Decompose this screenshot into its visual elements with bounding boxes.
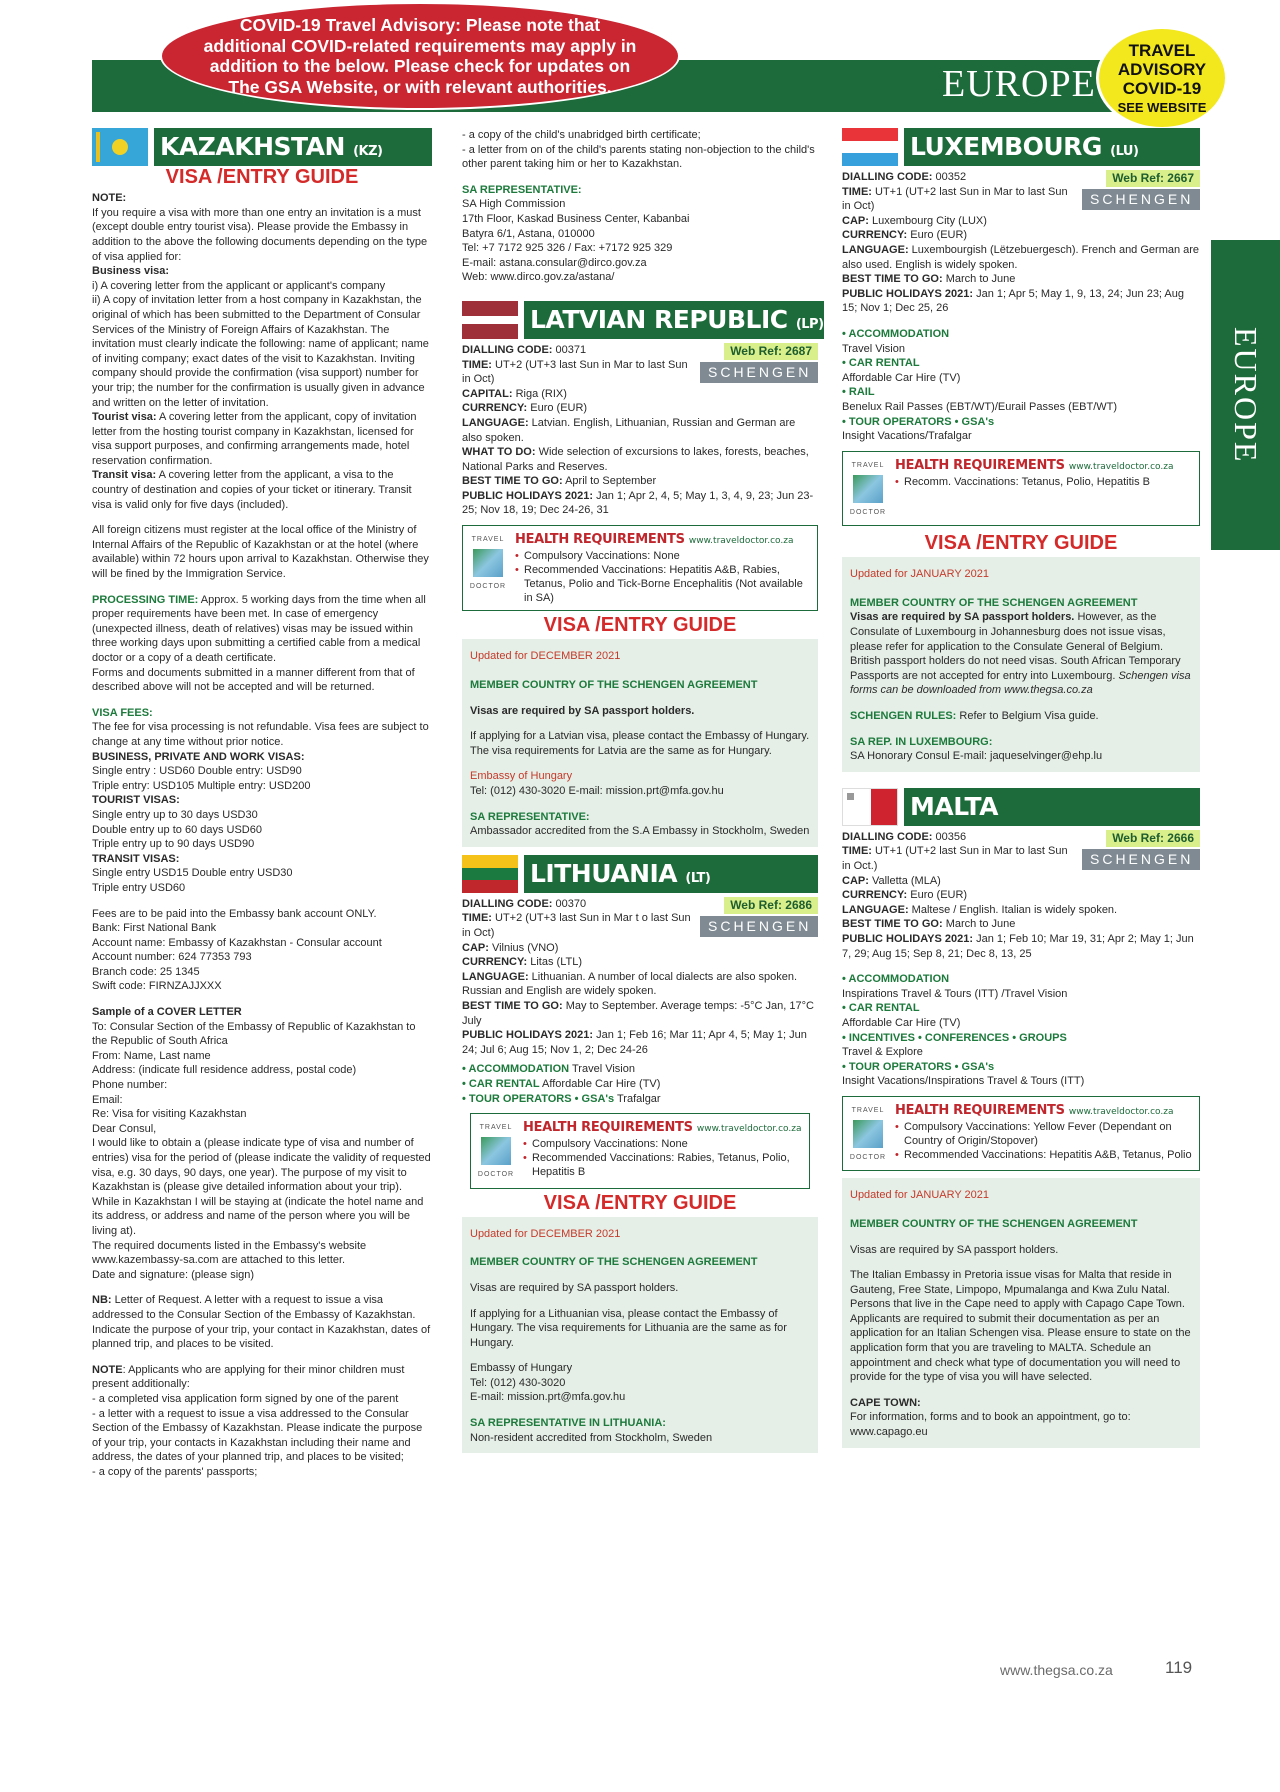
fee-line: Single entry USD15 Double entry USD30 [92, 867, 293, 880]
public-holidays: Jan 1; Apr 2, 4, 5; May 1, 3, 4, 9, 23; Jun 23-25; Nov 18, 19; Dec 24-26, 31 [462, 489, 814, 517]
fact-label: PUBLIC HOLIDAYS 2021: [842, 287, 974, 300]
updated-note: Updated for JANUARY 2021 [850, 1189, 990, 1202]
health-url[interactable]: www.traveldoctor.co.za [1068, 461, 1174, 472]
latvia-facts [462, 343, 818, 387]
sa-representative-label: SA REPRESENTATIVE: [470, 810, 590, 823]
health-item: • Recomm. Vaccinations: Tetanus, Polio, Hepatitis B [895, 475, 1173, 489]
service-value: Insight Vacations/Inspirations Travel & Tours (ITT) [842, 1075, 1085, 1088]
fact-label: TIME: [462, 912, 492, 925]
service-value: Trafalgar [616, 1092, 661, 1105]
country-header-lithuania [462, 855, 818, 893]
cover-letter-line: Dear Consul, [92, 1122, 157, 1135]
tourist-visa-label: Tourist visa: [92, 411, 157, 424]
service-label: • ACCOMMODATION [842, 327, 950, 340]
health-requirements-box [462, 525, 818, 611]
cover-letter-line: Date and signature: (please sign) [92, 1268, 255, 1281]
fact-label: DIALLING CODE: [842, 830, 933, 843]
tourist-visa-text: A covering letter from the applicant, copy of invitation letter from the hosting tourist company in Kazakhstan, licensed for visa support purposes, and confirming arrangements made, hotel reservation confirmation. [92, 411, 417, 467]
time-zone: UT+1 (UT+2 last Sun in Mar to last Sun in Oct) [842, 185, 1068, 213]
region-title: EUROPE [942, 63, 1096, 105]
visa-guide-heading: VISA /ENTRY GUIDE [924, 532, 1118, 555]
fact-label: BEST TIME TO GO: [462, 999, 563, 1012]
latvia-facts-more [462, 387, 818, 518]
sa-representative-text: SA Honorary Consul E-mail: jaqueselvinger@ehp.lu [850, 750, 1103, 763]
business-visa-label: Business visa: [92, 265, 170, 278]
luxembourg-visa-box [842, 557, 1200, 772]
best-time: March to June [945, 273, 1016, 286]
country-header-luxembourg [842, 128, 1200, 166]
schengen-forms-note: Schengen visa forms can be downloaded from www.thegsa.co.za [850, 669, 1191, 697]
web-ref-badge[interactable]: Web Ref: 2667 [1106, 170, 1200, 187]
service-value: Travel Vision [571, 1063, 635, 1076]
business-visa-item: i) A covering letter from the applicant or applicant's company [92, 279, 386, 292]
fact-label: LANGUAGE: [462, 970, 529, 983]
sa-representative-web[interactable]: Web: www.dirco.gov.za/astana/ [462, 271, 615, 284]
public-holidays: Jan 1; Feb 16; Mar 11; Apr 4, 5; May 1; Jun 24; Jul 6; Aug 15; Nov 1, 2; Dec 24-26 [462, 1029, 807, 1056]
cover-letter-line: To: Consular Section of the Embassy of Republic of Kazakhstan to the Republic of South Africa [92, 1020, 416, 1048]
service-label: • TOUR OPERATORS • GSA's [842, 1060, 995, 1073]
service-label: • CAR RENTAL [842, 357, 920, 370]
best-time: May to September. Average temps: -5°C Jan, 17°C July [462, 999, 814, 1027]
bank-detail: Swift code: FIRNZAJJXXX [92, 980, 222, 993]
country-title [904, 128, 1200, 166]
schengen-member-label: MEMBER COUNTRY OF THE SCHENGEN AGREEMENT [850, 1217, 1138, 1230]
fee-line: Double entry up to 60 days USD60 [92, 823, 262, 836]
fact-label: CURRENCY: [462, 956, 528, 969]
fact-label: LANGUAGE: [842, 903, 909, 916]
service-value: Travel Vision [842, 342, 905, 355]
kazakhstan-visa-text [92, 191, 432, 1479]
malta-visa-box [842, 1178, 1200, 1447]
dialling-code: 00356 [935, 830, 967, 843]
fee-line: Triple entry USD60 [92, 881, 186, 894]
schengen-badge: SCHENGEN [700, 916, 818, 937]
fact-label: DIALLING CODE: [842, 171, 933, 183]
lithuania-facts-more [462, 941, 818, 1107]
fact-label: CAP: [842, 874, 869, 887]
fee-line: Triple entry: USD105 Multiple entry: USD200 [92, 779, 311, 792]
luxembourg-flag-icon [842, 128, 898, 166]
embassy-contact: E-mail: mission.prt@mfa.gov.hu [470, 1391, 626, 1404]
time-zone: UT+2 (UT+3 last Sun in Mar to last Sun in Oct) [462, 358, 688, 386]
health-item: • Compulsory Vaccinations: Yellow Fever (Dependant on Country of Origin/Stopover) [895, 1120, 1193, 1148]
language: Luxembourgish (Lëtzebuergesch). French and German are also used. English is widely spoken. [842, 243, 1200, 271]
badge-line-1: TRAVEL [1128, 41, 1196, 60]
fact-label: CURRENCY: [842, 889, 908, 902]
luxembourg-facts-more [842, 214, 1200, 444]
sa-representative-line: Batyra 6/1, Astana, 010000 [462, 227, 595, 240]
schengen-badge: SCHENGEN [1082, 189, 1200, 210]
service-value: Affordable Car Hire (TV) [842, 371, 961, 384]
country-name: LUXEMBOURG [910, 132, 1102, 161]
schengen-badge: SCHENGEN [700, 362, 818, 383]
column-kazakhstan [92, 128, 432, 1479]
cover-letter-line: Phone number: [92, 1079, 168, 1092]
country-title [904, 788, 1200, 826]
lithuania-facts [462, 897, 818, 941]
health-title: HEALTH REQUIREMENTS [895, 1102, 1065, 1118]
note-label: NOTE: [92, 192, 127, 205]
country-name: KAZAKHSTAN [160, 132, 345, 161]
fee-group-label: TOURIST VISAS: [92, 794, 180, 807]
health-title: HEALTH REQUIREMENTS [895, 457, 1065, 473]
nb-label: NB: [92, 1294, 112, 1307]
dialling-code: 00370 [555, 897, 587, 910]
malta-flag-icon [842, 788, 898, 826]
health-item: • Recommended Vaccinations: Hepatitis A&B, Tetanus, Polio [895, 1148, 1193, 1162]
currency: Euro (EUR) [530, 402, 588, 415]
health-url[interactable]: www.traveldoctor.co.za [1068, 1106, 1174, 1117]
visa-required-text: Visas are required by SA passport holders. [850, 611, 1075, 624]
sa-representative-text: Non-resident accredited from Stockholm, Sweden [470, 1431, 713, 1444]
column-baltics [462, 128, 824, 1453]
health-title: HEALTH REQUIREMENTS [515, 532, 685, 548]
apply-text: If applying for a Latvian visa, please contact the Embassy of Hungary. The visa requirements for Latvia are the same as for Hungary. [470, 730, 810, 757]
transit-visa-label: Transit visa: [92, 469, 157, 482]
travel-doctor-logo-icon: TRAVEL DOCTOR [477, 1124, 515, 1179]
bank-detail: Branch code: 25 1345 [92, 965, 200, 978]
fact-label: CAP: [842, 214, 869, 227]
luxembourg-facts [842, 170, 1200, 214]
latvia-flag-icon [462, 301, 518, 339]
health-url[interactable]: www.traveldoctor.co.za [688, 536, 794, 547]
service-label: • CAR RENTAL [462, 1077, 540, 1090]
fact-label: DIALLING CODE: [462, 343, 553, 356]
visa-body-text: The Italian Embassy in Pretoria issue visas for Malta that reside in Gauteng, Free State, Limpopo, Mpumalanga and Kwa Zulu Natal. Persons that live in the Cape need to apply with Capago Cape Town. [850, 1269, 1185, 1311]
schengen-badge: SCHENGEN [1082, 849, 1200, 870]
cover-letter-line: From: Name, Last name [92, 1049, 211, 1062]
country-code: (LU) [1110, 144, 1139, 159]
bank-detail: Fees are to be paid into the Embassy bank account ONLY. [92, 907, 377, 920]
currency: Euro (EUR) [910, 889, 968, 902]
fee-group-label: TRANSIT VISAS: [92, 852, 180, 865]
kazakhstan-flag-icon [92, 128, 148, 166]
malta-facts [842, 830, 1200, 874]
web-ref-badge[interactable]: Web Ref: 2687 [724, 343, 818, 360]
cape-town-label: CAPE TOWN: [850, 1396, 921, 1409]
travel-doctor-logo-icon: TRAVEL DOCTOR [849, 461, 887, 516]
note-label: NOTE [92, 1363, 123, 1376]
visa-fees-label: VISA FEES: [92, 706, 153, 719]
language: Latvian. English, Lithuanian, Russian and German are also spoken. [462, 416, 796, 444]
fee-line: Triple entry up to 90 days USD90 [92, 838, 255, 851]
minor-requirement: - a copy of the child's unabridged birth certificate; [462, 129, 701, 141]
country-title [524, 301, 824, 339]
bank-detail: Account number: 624 77353 793 [92, 951, 252, 964]
country-title [154, 128, 432, 166]
best-time: March to June [945, 918, 1016, 931]
sa-representative-line: SA High Commission [462, 198, 566, 211]
health-requirements-box [842, 1096, 1200, 1171]
country-code: (LT) [685, 870, 711, 886]
visa-required-text: Visas are required by SA passport holders. [850, 1243, 1059, 1256]
sa-representative-line: 17th Floor, Kaskad Business Center, Kabanbai [462, 212, 690, 225]
fact-label: TIME: [842, 185, 872, 198]
country-code: (KZ) [353, 144, 383, 159]
cover-letter-line: The required documents listed in the Embassy's website www.kazembassy-sa.com are attached to this letter. [92, 1239, 367, 1267]
service-label: • TOUR OPERATORS • GSA's [842, 415, 995, 428]
covid-advisory-text: COVID-19 Travel Advisory: Please note that additional COVID-related requirements may apply in addition to the below. Please check for updates on The GSA Website, or with relevant authorities. [203, 15, 637, 97]
fee-group-label: BUSINESS, PRIVATE AND WORK VISAS: [92, 750, 305, 763]
malta-facts-more [842, 874, 1200, 1089]
capital: Vilnius (VNO) [491, 941, 559, 954]
country-name: LATVIAN REPUBLIC [530, 304, 788, 334]
language: Lithuanian. A number of local dialects are also spoken. Russian and English are widely spoken. [462, 970, 798, 998]
visa-required-text: Visas are required by SA passport holders. [470, 1281, 679, 1294]
public-holidays: Jan 1; Feb 10; Mar 19, 31; Apr 2; May 1; Jun 7, 29; Aug 15; Sep 8, 21; Dec 8, 13, 25 [842, 932, 1194, 960]
country-header-kazakhstan [92, 128, 432, 166]
service-value: Affordable Car Hire (TV) [542, 1077, 661, 1090]
time-zone: UT+2 (UT+3 last Sun in Mar t o last Sun in Oct) [462, 912, 691, 939]
embassy-name: Embassy of Hungary [470, 1362, 573, 1375]
processing-time-label: PROCESSING TIME: [92, 593, 199, 606]
visa-required-text: Visas are required by SA passport holders. [470, 704, 695, 717]
country-name: MALTA [910, 791, 998, 821]
processing-time-text: Approx. 5 working days from the time when all proper requirements have been met. In case of emergency (unexpected illness, death of relatives) visas may be issued within three working days upon submitting a certified cable from a medical doctor or a copy of a death certificate. [92, 593, 426, 665]
visa-guide-heading: VISA /ENTRY GUIDE [165, 166, 359, 188]
fact-label: BEST TIME TO GO: [462, 475, 563, 488]
latvia-visa-box [462, 639, 818, 846]
fact-label: BEST TIME TO GO: [842, 273, 943, 286]
travel-advisory-badge[interactable] [1096, 26, 1228, 130]
updated-note: Updated for DECEMBER 2021 [470, 650, 621, 663]
health-title: HEALTH REQUIREMENTS [523, 1120, 693, 1136]
fact-label: WHAT TO DO: [462, 446, 536, 459]
service-label: • RAIL [842, 386, 875, 399]
capital: Luxembourg City (LUX) [871, 214, 987, 227]
schengen-member-label: MEMBER COUNTRY OF THE SCHENGEN AGREEMENT [850, 596, 1138, 609]
minor-note-text: : Applicants who are applying for their minor children must present additionally: [92, 1363, 405, 1391]
service-label: • TOUR OPERATORS • GSA's [462, 1092, 615, 1105]
minor-requirement: - a completed visa application form signed by one of the parent [92, 1392, 399, 1405]
bank-detail: Bank: First National Bank [92, 922, 217, 935]
health-item: • Recommended Vaccinations: Rabies, Tetanus, Polio, Hepatitis B [523, 1151, 803, 1179]
nb-text: Letter of Request. A letter with a request to issue a visa addressed to the Consular Section of the Embassy of Kazakhstan. Indicate the purpose of your trip, your contact in Kazakhstan, dates of planned trip, and places to be visited. [92, 1294, 431, 1351]
travel-doctor-logo-icon: TRAVEL DOCTOR [849, 1106, 887, 1162]
health-item: • Recommended Vaccinations: Hepatitis A&B, Rabies, Tetanus, Polio and Tick-Borne Encephalitis (Not available in SA) [515, 563, 811, 605]
service-value: Benelux Rail Passes (EBT/WT)/Eurail Passes (EBT/WT) [842, 400, 1118, 413]
dialling-code: 00371 [555, 343, 587, 356]
currency: Euro (EUR) [910, 229, 968, 242]
health-requirements-box [842, 451, 1200, 526]
health-url[interactable]: www.traveldoctor.co.za [696, 1124, 802, 1135]
service-value: Insight Vacations/Trafalgar [842, 430, 972, 443]
sa-representative-email[interactable]: E-mail: astana.consular@dirco.gov.za [462, 256, 647, 269]
lithuania-flag-icon [462, 855, 518, 893]
cover-letter-line: Re: Visa for visiting Kazakhstan [92, 1108, 247, 1121]
fee-line: Single entry : USD60 Double entry: USD90 [92, 765, 302, 778]
service-label: • ACCOMMODATION [462, 1063, 570, 1076]
page-number: 119 [1165, 1658, 1193, 1677]
cover-letter-line: Address: (indicate full residence address, postal code) [92, 1064, 357, 1077]
dialling-code: 00352 [935, 171, 967, 183]
fact-label: CAPITAL: [462, 387, 513, 400]
fee-line: Single entry up to 30 days USD30 [92, 808, 258, 821]
service-label: • CAR RENTAL [842, 1002, 920, 1015]
side-tab-label: EUROPE [1228, 326, 1264, 464]
minor-requirement: - a letter with a request to issue a visa addressed to the Consular Section of the Embassy of Kazakhstan. Please indicate the purpose of your trip, your contacts in Kazakhstan including their name and address, the dates of your planned trip, and places to be visited; [92, 1407, 423, 1464]
time-zone: UT+1 (UT+2 last Sun in Mar to last Sun in Oct.) [842, 845, 1068, 873]
minor-requirement: - a copy of the parents' passports; [92, 1465, 258, 1478]
capital: Riga (RIX) [515, 387, 567, 400]
schengen-member-label: MEMBER COUNTRY OF THE SCHENGEN AGREEMENT [470, 1256, 758, 1269]
fact-label: LANGUAGE: [842, 243, 909, 256]
forms-text: Forms and documents submitted in a manner different from that of described above will not be accepted and will be returned. [92, 666, 415, 694]
sa-representative-label: SA REP. IN LUXEMBOURG: [850, 735, 993, 748]
note-text: If you require a visa with more than one entry an invitation is a must (except double entry tourist visa). Please provide the Embassy in addition to the above the following documents depending on the type of visa applied for: [92, 206, 428, 263]
service-value: Inspirations Travel & Tours (ITT) /Travel Vision [842, 987, 1068, 1000]
web-ref-badge[interactable]: Web Ref: 2666 [1106, 830, 1200, 847]
schengen-rules-label: SCHENGEN RULES: [850, 710, 957, 723]
footer-website[interactable]: www.thegsa.co.za [1000, 1662, 1113, 1678]
country-code: (LP) [795, 316, 824, 332]
updated-note: Updated for JANUARY 2021 [850, 568, 990, 581]
country-name: LITHUANIA [530, 858, 678, 888]
public-holidays: Jan 1; Apr 5; May 1, 9, 13, 24; Jun 23; Aug 15; Nov 1; Dec 25, 26 [842, 287, 1185, 315]
embassy-contact: Tel: (012) 430-3020 E-mail: mission.prt@mfa.gov.hu [470, 785, 724, 798]
health-item: • Compulsory Vaccinations: None [523, 1137, 803, 1151]
embassy-contact: Tel: (012) 430-3020 [470, 1376, 566, 1389]
fact-label: CAP: [462, 941, 489, 954]
embassy-name: Embassy of Hungary [470, 770, 573, 783]
country-title [524, 855, 818, 893]
registration-text: All foreign citizens must register at the local office of the Ministry of Internal Affairs of the Republic of Kazakhstan or at the hotel (where available) within 72 hours upon arrival to Kazakhstan. Otherwise they will be fined by the Immigration Service. [92, 524, 429, 581]
bank-detail: Account name: Embassy of Kazakhstan - Consular account [92, 936, 382, 949]
travel-doctor-logo-icon: TRAVEL DOCTOR [469, 536, 507, 591]
minor-requirement: - a letter from on of the child's parents stating non-objection to the child's other parent taking him or her to Kazakhstan. [462, 143, 815, 171]
region-side-tab [1211, 240, 1280, 550]
language: Maltese / English. Italian is widely spoken. [911, 903, 1118, 916]
sa-representative-text: Ambassador accredited from the S.A Embassy in Stockholm, Sweden [470, 825, 810, 838]
cape-town-text: For information, forms and to book an appointment, go to: www.capago.eu [850, 1411, 1131, 1439]
fact-label: PUBLIC HOLIDAYS 2021: [462, 489, 594, 502]
fact-label: PUBLIC HOLIDAYS 2021: [842, 932, 974, 945]
column-lux-malta [842, 128, 1200, 1448]
lithuania-visa-box [462, 1217, 818, 1454]
visa-fees-text: The fee for visa processing is not refundable. Visa fees are subject to change at any time without prior notice. [92, 721, 429, 748]
sa-representative-label: SA REPRESENTATIVE: [462, 183, 582, 196]
service-label: • INCENTIVES • CONFERENCES • GROUPS [842, 1031, 1067, 1044]
schengen-member-label: MEMBER COUNTRY OF THE SCHENGEN AGREEMENT [470, 679, 758, 692]
badge-line-4: SEE WEBSITE [1117, 100, 1207, 115]
fact-label: TIME: [842, 845, 872, 858]
service-value: Affordable Car Hire (TV) [842, 1016, 961, 1029]
fact-label: CURRENCY: [842, 229, 908, 242]
best-time: April to September [565, 475, 657, 488]
badge-line-2: ADVISORY [1117, 60, 1207, 79]
covid-advisory-banner[interactable] [160, 2, 680, 110]
currency: Litas (LTL) [530, 956, 583, 969]
fact-label: DIALLING CODE: [462, 897, 553, 910]
cover-letter-label: Sample of a COVER LETTER [92, 1006, 242, 1019]
sa-representative-label: SA REPRESENTATIVE IN LITHUANIA: [470, 1417, 666, 1430]
visa-guide-heading: VISA /ENTRY GUIDE [543, 1191, 737, 1214]
visa-guide-heading: VISA /ENTRY GUIDE [543, 614, 737, 637]
cover-letter-line: Email: [92, 1093, 123, 1106]
fact-label: PUBLIC HOLIDAYS 2021: [462, 1029, 594, 1042]
fact-label: LANGUAGE: [462, 416, 529, 429]
visa-body-text: Applicants are required to submit their documentation as per an application for an Italian Schengen visa. Please ensure to state on the application form that you are traveling to MALTA. Schedule an appointment and check what type of documentation you will need to provide for the type of visa you will have selected. [850, 1312, 1191, 1384]
health-requirements-box [470, 1113, 810, 1188]
apply-text: If applying for a Lithuanian visa, please contact the Embassy of Hungary. The visa requirements for Lithuania are the same as for Hungary. [470, 1307, 787, 1349]
badge-line-3: COVID-19 [1122, 79, 1202, 98]
transit-visa-text: A covering letter from the applicant, a visa to the country of destination and copies of your ticket or itinerary. Transit visa is valid only for five days (included). [92, 469, 412, 511]
web-ref-badge[interactable]: Web Ref: 2686 [724, 897, 818, 914]
health-item: • Compulsory Vaccinations: None [515, 549, 811, 563]
sa-representative-line: Tel: +7 7172 925 326 / Fax: +7172 925 329 [462, 242, 673, 255]
country-header-malta [842, 788, 1200, 826]
kazakhstan-continued [462, 128, 818, 285]
what-to-do: Wide selection of excursions to lakes, forests, beaches, National Parks and Reserves. [462, 446, 809, 473]
updated-note: Updated for DECEMBER 2021 [470, 1227, 621, 1240]
visa-required-detail: However, as the Consulate of Luxembourg in Johannesburg does not issue visas, please refer for application to the Consulate General of Belgium. British passport holders do not need visas. South African Temporary Passports are not accepted for entry into Luxembourg. [850, 611, 1181, 682]
schengen-rules-text: Refer to Belgium Visa guide. [959, 710, 1099, 723]
business-visa-item: ii) A copy of invitation letter from a host company in Kazakhstan, the original of which has been submitted to the Department of Consular Services of the Ministry of Foreign Affairs of Kazakhstan. The invitation must clearly indicate the following: name of applicant; name of inviting company; exact dates of the visit to Kazakhstan. Inviting company should provide the confirmation (visa support) number for your trip; the number for the confirmation is usually given in advance and written on the letter of invitation. [92, 294, 429, 409]
fact-label: TIME: [462, 358, 492, 371]
country-header-latvia [462, 301, 824, 339]
service-label: • ACCOMMODATION [842, 973, 950, 986]
fact-label: BEST TIME TO GO: [842, 918, 943, 931]
capital: Valletta (MLA) [871, 874, 941, 887]
cover-letter-line: I would like to obtain a (please indicate type of visa and number of entries) visa for the period of (please indicate the validity of requested visa, e.g. 30 days, 90 days, one year). The purpose of my visit to Kazakhstan is (please give detailed information about your trip). [92, 1137, 431, 1194]
cover-letter-line: While in Kazakhstan I will be staying at (indicate the hotel name and its address, or address and name of the person where you will be living at). [92, 1195, 424, 1237]
fact-label: CURRENCY: [462, 402, 528, 415]
service-value: Travel & Explore [842, 1046, 923, 1059]
